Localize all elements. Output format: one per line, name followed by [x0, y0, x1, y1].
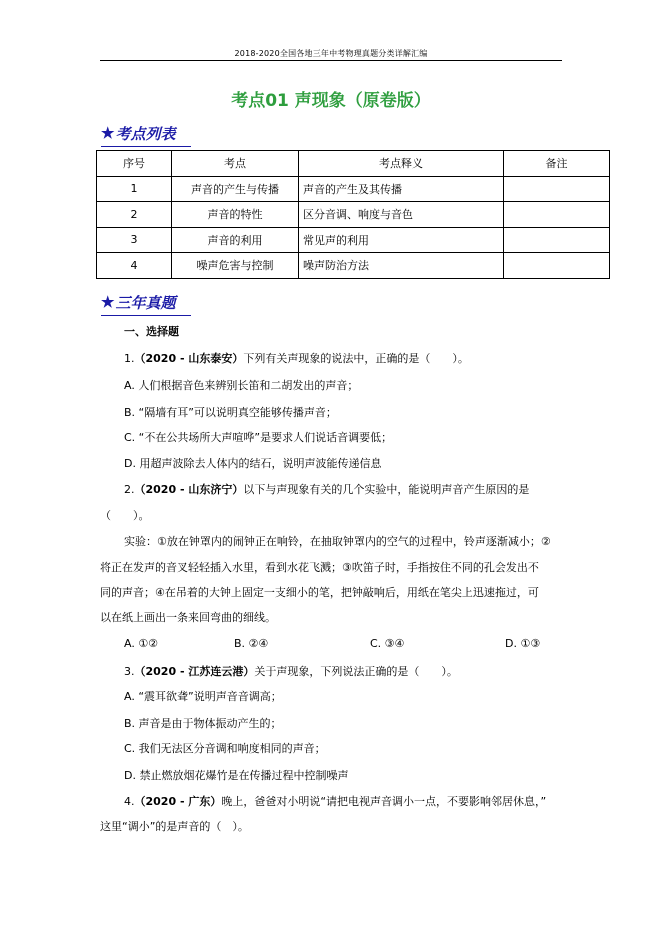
question-4-stem-cont: 这里“调小”的是声音的（ ）。	[100, 820, 249, 833]
cell-index: 3	[97, 227, 172, 253]
cell-topic: 声音的利用	[172, 227, 299, 253]
question-text: 晚上，爸爸对小明说“请把电视声音调小一点，不要影响邻居休息，”	[221, 795, 547, 808]
cell-index: 2	[97, 202, 172, 228]
question-1-option-d: D. 用超声波除去人体内的结石，说明声波能传递信息	[124, 457, 382, 470]
table-header-row	[97, 151, 610, 177]
cell-index: 4	[97, 253, 172, 279]
question-2-option-a: A. ①②	[124, 637, 159, 650]
star-icon: ★	[101, 124, 115, 142]
th-topic: 考点	[172, 151, 299, 177]
question-3-option-a: A. “震耳欲聋”说明声音音调高；	[124, 690, 282, 703]
cell-remark	[504, 176, 610, 202]
question-1-option-c: C. “不在公共场所大声喧哗”是要求人们说话音调要低；	[124, 431, 393, 444]
question-4-stem	[124, 793, 546, 809]
question-2-stem-cont: （ ）。	[100, 509, 150, 522]
question-number: 2.	[124, 483, 135, 496]
th-explanation: 考点释义	[299, 151, 504, 177]
header-rule	[100, 60, 562, 61]
cell-topic: 噪声危害与控制	[172, 253, 299, 279]
question-number: 4.	[124, 795, 135, 808]
cell-remark	[504, 253, 610, 279]
th-index: 序号	[97, 151, 172, 177]
question-3-option-b: B. 声音是由于物体振动产生的；	[124, 717, 282, 730]
question-2-option-b: B. ②④	[234, 637, 269, 650]
question-source: （2020 - 山东泰安）	[134, 352, 244, 365]
question-source: （2020 - 山东济宁）	[134, 483, 244, 496]
question-source: （2020 - 江苏连云港）	[134, 665, 255, 678]
question-2-option-d: D. ①③	[505, 637, 541, 650]
cell-explanation: 声音的产生及其传播	[299, 176, 504, 202]
cell-remark	[504, 202, 610, 228]
question-1-option-b: B. “隔墙有耳”可以说明真空能够传播声音；	[124, 406, 337, 419]
cell-remark	[504, 227, 610, 253]
table-row	[97, 253, 610, 279]
page-title: 考点01 声现象（原卷版）	[231, 91, 431, 111]
cell-index: 1	[97, 176, 172, 202]
question-text: 下列有关声现象的说法中，正确的是（ ）。	[243, 352, 469, 365]
question-source: （2020 - 广东）	[134, 795, 222, 808]
question-number: 3.	[124, 665, 135, 678]
cell-explanation: 常见声的利用	[299, 227, 504, 253]
topic-table	[96, 150, 610, 279]
question-2-body-line: 以在纸上画出一条来回弯曲的细线。	[100, 611, 276, 624]
cell-topic: 声音的产生与传播	[172, 176, 299, 202]
running-header: 2018-2020全国各地三年中考物理真题分类详解汇编	[234, 49, 428, 58]
cell-topic: 声音的特性	[172, 202, 299, 228]
section-heading-label: 三年真题	[115, 293, 176, 312]
question-text: 关于声现象，下列说法正确的是（ ）。	[254, 665, 458, 678]
th-remark: 备注	[504, 151, 610, 177]
question-2-body-line: 将正在发声的音叉轻轻插入水里，看到水花飞溅；③吹笛子时，手指按住不同的孔会发出不	[100, 561, 539, 574]
question-2-stem	[124, 481, 529, 497]
section-heading-label: 考点列表	[115, 124, 176, 143]
question-2-option-c: C. ③④	[370, 637, 405, 650]
question-1-stem	[124, 350, 469, 366]
question-3-option-d: D. 禁止燃放烟花爆竹是在传播过程中控制噪声	[124, 769, 349, 782]
star-icon: ★	[101, 293, 115, 311]
table-row	[97, 202, 610, 228]
cell-explanation: 区分音调、响度与音色	[299, 202, 504, 228]
question-3-stem	[124, 663, 458, 679]
section-heading-exams	[101, 292, 175, 312]
table-row	[97, 227, 610, 253]
heading-underline	[101, 146, 191, 147]
question-text: 以下与声现象有关的几个实验中，能说明声音产生原因的是	[243, 483, 530, 496]
part-heading: 一、选择题	[124, 325, 179, 338]
question-number: 1.	[124, 352, 135, 365]
question-2-body-line: 同的声音；④在吊着的大钟上固定一支细小的笔，把钟敲响后，用纸在笔尖上迅速拖过，可	[100, 586, 539, 599]
table-row	[97, 176, 610, 202]
question-2-body-line: 实验：①放在钟罩内的闹钟正在响铃，在抽取钟罩内的空气的过程中，铃声逐渐减小；②	[124, 535, 551, 548]
cell-explanation: 噪声防治方法	[299, 253, 504, 279]
question-1-option-a: A. 人们根据音色来辨别长笛和二胡发出的声音；	[124, 379, 359, 392]
section-heading-topics	[101, 123, 175, 143]
question-3-option-c: C. 我们无法区分音调和响度相同的声音；	[124, 742, 326, 755]
heading-underline	[101, 315, 191, 316]
